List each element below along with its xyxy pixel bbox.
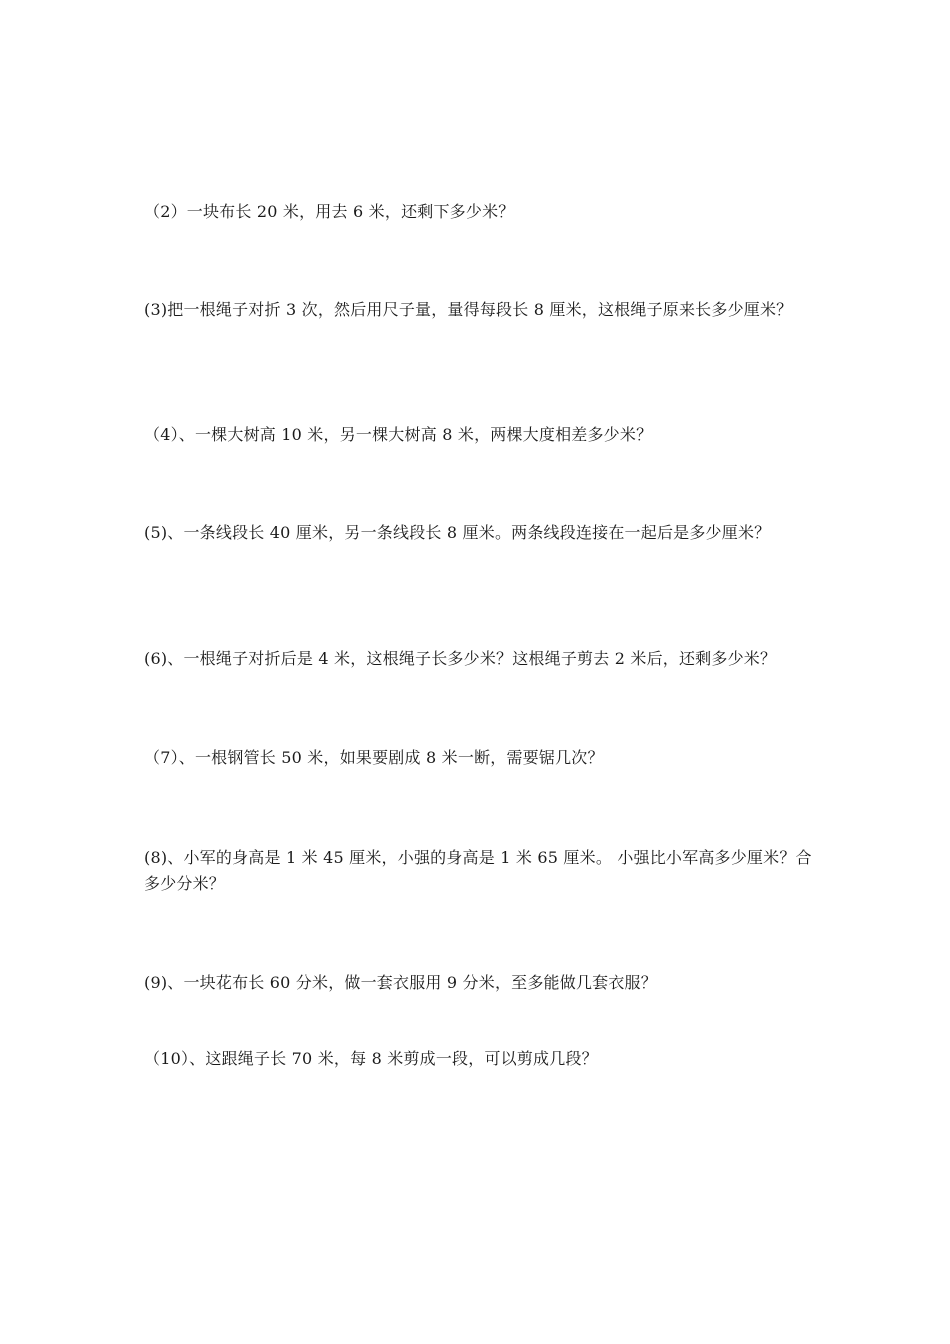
- question-9: (9)、一块花布长 60 分米，做一套衣服用 9 分米，至多能做几套衣服？: [144, 973, 657, 992]
- question-3: (3)把一根绳子对折 3 次，然后用尺子量，量得每段长 8 厘米，这根绳子原来长多少厘米？: [144, 300, 793, 319]
- question-10: （10）、这跟绳子长 70 米，每 8 米剪成一段，可以剪成几段？: [144, 1049, 598, 1068]
- question-7: （7）、一根钢管长 50 米，如果要剧成 8 米一断，需要锯几次？: [144, 748, 604, 767]
- question-5: (5)、一条线段长 40 厘米，另一条线段长 8 厘米。两条线段连接在一起后是多少厘米？: [144, 523, 771, 542]
- question-2: （2）一块布长 20 米，用去 6 米，还剩下多少米？: [144, 202, 515, 221]
- question-6: (6)、一根绳子对折后是 4 米，这根绳子长多少米？这根绳子剪去 2 米后，还剩多少米？: [144, 649, 777, 668]
- question-4: （4）、一棵大树高 10 米，另一棵大树高 8 米，两棵大度相差多少米？: [144, 425, 653, 444]
- question-8: (8)、小军的身高是 1 米 45 厘米，小强的身高是 1 米 65 厘米。 小强比小军高多少厘米？合多少分米？: [144, 848, 812, 893]
